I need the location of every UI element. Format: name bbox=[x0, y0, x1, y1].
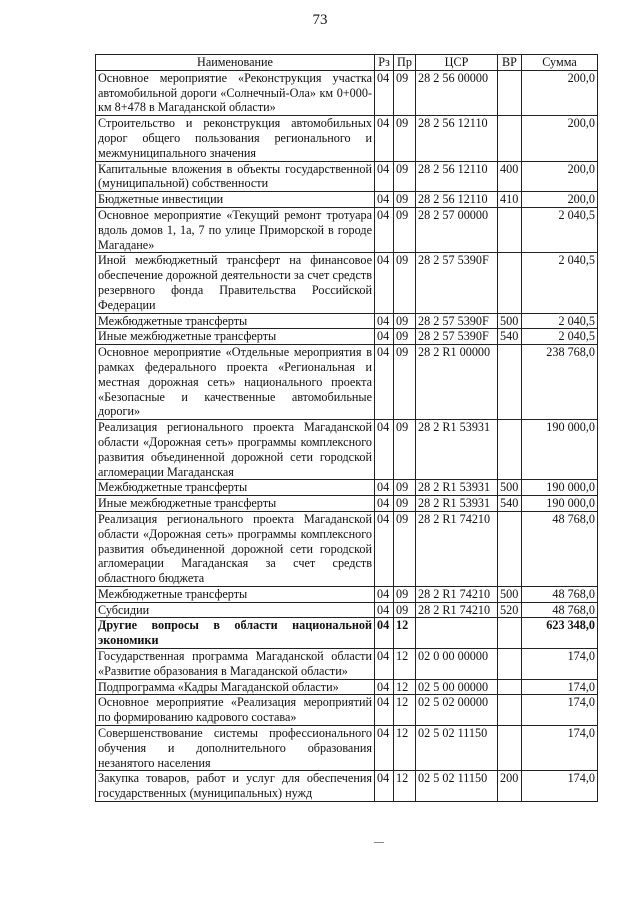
cell-name: Иные межбюджетные трансферты bbox=[96, 329, 375, 345]
cell-pr: 12 bbox=[394, 695, 416, 726]
table-row bbox=[96, 771, 598, 802]
cell-vr bbox=[498, 649, 522, 680]
cell-pr: 09 bbox=[394, 116, 416, 161]
cell-vr bbox=[498, 618, 522, 649]
cell-pr: 12 bbox=[394, 649, 416, 680]
cell-sum: 200,0 bbox=[522, 161, 598, 192]
cell-rz: 04 bbox=[375, 345, 394, 420]
cell-name: Субсидии bbox=[96, 602, 375, 618]
cell-rz: 04 bbox=[375, 586, 394, 602]
table-row bbox=[96, 496, 598, 512]
cell-csr: 02 5 02 00000 bbox=[416, 695, 498, 726]
cell-rz: 04 bbox=[375, 253, 394, 313]
cell-vr: 500 bbox=[498, 480, 522, 496]
cell-rz: 04 bbox=[375, 116, 394, 161]
table-header-row bbox=[96, 55, 598, 71]
cell-vr bbox=[498, 207, 522, 252]
cell-sum: 2 040,5 bbox=[522, 207, 598, 252]
table-row bbox=[96, 192, 598, 208]
cell-csr bbox=[416, 618, 498, 649]
cell-sum: 2 040,5 bbox=[522, 313, 598, 329]
cell-vr bbox=[498, 116, 522, 161]
cell-vr: 410 bbox=[498, 192, 522, 208]
cell-pr: 12 bbox=[394, 618, 416, 649]
cell-sum: 174,0 bbox=[522, 695, 598, 726]
cell-sum: 238 768,0 bbox=[522, 345, 598, 420]
cell-sum: 48 768,0 bbox=[522, 511, 598, 586]
table-row bbox=[96, 116, 598, 161]
cell-sum: 2 040,5 bbox=[522, 329, 598, 345]
cell-name: Совершенствование системы профессионального обучения и дополнительного образования незанятого населения bbox=[96, 726, 375, 771]
table-row bbox=[96, 679, 598, 695]
cell-vr bbox=[498, 679, 522, 695]
cell-vr bbox=[498, 511, 522, 586]
cell-rz: 04 bbox=[375, 70, 394, 115]
cell-vr: 200 bbox=[498, 771, 522, 802]
cell-name: Основное мероприятие «Реконструкция участка автомобильной дороги «Солнечный-Ола» км 0+000-км 8+478 в Магаданской области» bbox=[96, 70, 375, 115]
cell-rz: 04 bbox=[375, 771, 394, 802]
cell-rz: 04 bbox=[375, 695, 394, 726]
table-row bbox=[96, 329, 598, 345]
table-row bbox=[96, 480, 598, 496]
cell-rz: 04 bbox=[375, 726, 394, 771]
cell-csr: 28 2 R1 74210 bbox=[416, 511, 498, 586]
column-header-csr: ЦСР bbox=[416, 55, 498, 71]
cell-rz: 04 bbox=[375, 649, 394, 680]
column-header-name: Наименование bbox=[96, 55, 375, 71]
cell-sum: 190 000,0 bbox=[522, 420, 598, 480]
cell-vr: 520 bbox=[498, 602, 522, 618]
table-body bbox=[96, 70, 598, 801]
cell-vr: 500 bbox=[498, 586, 522, 602]
table-row bbox=[96, 207, 598, 252]
cell-vr bbox=[498, 726, 522, 771]
table-row bbox=[96, 649, 598, 680]
cell-name: Строительство и реконструкция автомобильных дорог общего пользования регионального и межмуниципального значения bbox=[96, 116, 375, 161]
cell-pr: 09 bbox=[394, 192, 416, 208]
column-header-vr: ВР bbox=[498, 55, 522, 71]
cell-csr: 28 2 56 00000 bbox=[416, 70, 498, 115]
cell-csr: 28 2 57 00000 bbox=[416, 207, 498, 252]
cell-csr: 28 2 R1 53931 bbox=[416, 496, 498, 512]
budget-table bbox=[95, 54, 598, 802]
cell-pr: 12 bbox=[394, 679, 416, 695]
cell-csr: 28 2 56 12110 bbox=[416, 116, 498, 161]
table-row bbox=[96, 253, 598, 313]
cell-name: Государственная программа Магаданской области «Развитие образования в Магаданской области» bbox=[96, 649, 375, 680]
cell-sum: 200,0 bbox=[522, 116, 598, 161]
cell-vr: 400 bbox=[498, 161, 522, 192]
cell-sum: 174,0 bbox=[522, 679, 598, 695]
table-row bbox=[96, 161, 598, 192]
cell-rz: 04 bbox=[375, 511, 394, 586]
cell-sum: 2 040,5 bbox=[522, 253, 598, 313]
cell-rz: 04 bbox=[375, 161, 394, 192]
cell-name: Иной межбюджетный трансферт на финансовое обеспечение дорожной деятельности за счет средств резервного фонда Правительства Российской Федерации bbox=[96, 253, 375, 313]
cell-csr: 28 2 57 5390F bbox=[416, 313, 498, 329]
cell-rz: 04 bbox=[375, 207, 394, 252]
cell-name: Реализация регионального проекта Магаданской области «Дорожная сеть» программы комплексного развития объединенной дорожной сети городской агломерации Магаданская bbox=[96, 420, 375, 480]
cell-csr: 28 2 R1 00000 bbox=[416, 345, 498, 420]
table-row bbox=[96, 511, 598, 586]
cell-rz: 04 bbox=[375, 420, 394, 480]
cell-pr: 09 bbox=[394, 313, 416, 329]
cell-csr: 02 5 02 11150 bbox=[416, 771, 498, 802]
cell-name: Основное мероприятие «Текущий ремонт тротуара вдоль домов 1, 1а, 7 по улице Приморской в городе Магадане» bbox=[96, 207, 375, 252]
cell-vr: 540 bbox=[498, 329, 522, 345]
table-row bbox=[96, 313, 598, 329]
cell-pr: 09 bbox=[394, 253, 416, 313]
table-row bbox=[96, 695, 598, 726]
cell-sum: 174,0 bbox=[522, 771, 598, 802]
cell-vr bbox=[498, 253, 522, 313]
cell-rz: 04 bbox=[375, 602, 394, 618]
cell-pr: 09 bbox=[394, 480, 416, 496]
cell-name: Основное мероприятие «Отдельные мероприятия в рамках федерального проекта «Региональная и местная дорожная сеть» национального проекта «Безопасные и качественные автомобильные дороги» bbox=[96, 345, 375, 420]
cell-vr: 500 bbox=[498, 313, 522, 329]
column-header-pr: Пр bbox=[394, 55, 416, 71]
cell-sum: 48 768,0 bbox=[522, 602, 598, 618]
cell-sum: 200,0 bbox=[522, 192, 598, 208]
cell-csr: 02 0 00 00000 bbox=[416, 649, 498, 680]
cell-rz: 04 bbox=[375, 496, 394, 512]
cell-pr: 09 bbox=[394, 207, 416, 252]
cell-csr: 02 5 00 00000 bbox=[416, 679, 498, 695]
cell-csr: 28 2 R1 53931 bbox=[416, 420, 498, 480]
table-row bbox=[96, 70, 598, 115]
cell-pr: 09 bbox=[394, 496, 416, 512]
cell-sum: 623 348,0 bbox=[522, 618, 598, 649]
cell-pr: 12 bbox=[394, 726, 416, 771]
cell-pr: 09 bbox=[394, 70, 416, 115]
cell-name: Реализация регионального проекта Магаданской области «Дорожная сеть» программы комплексного развития объединенной дорожной сети городской агломерации Магаданская за счет средств областного бюджета bbox=[96, 511, 375, 586]
table-row bbox=[96, 726, 598, 771]
cell-sum: 190 000,0 bbox=[522, 496, 598, 512]
cell-sum: 174,0 bbox=[522, 726, 598, 771]
cell-sum: 48 768,0 bbox=[522, 586, 598, 602]
table-row bbox=[96, 602, 598, 618]
cell-rz: 04 bbox=[375, 313, 394, 329]
cell-vr: 540 bbox=[498, 496, 522, 512]
cell-csr: 28 2 R1 53931 bbox=[416, 480, 498, 496]
cell-csr: 28 2 56 12110 bbox=[416, 192, 498, 208]
cell-rz: 04 bbox=[375, 480, 394, 496]
cell-pr: 09 bbox=[394, 329, 416, 345]
cell-csr: 02 5 02 11150 bbox=[416, 726, 498, 771]
cell-name: Закупка товаров, работ и услуг для обеспечения государственных (муниципальных) нужд bbox=[96, 771, 375, 802]
cell-name: Иные межбюджетные трансферты bbox=[96, 496, 375, 512]
cell-name: Межбюджетные трансферты bbox=[96, 313, 375, 329]
cell-name: Другие вопросы в области национальной экономики bbox=[96, 618, 375, 649]
cell-csr: 28 2 R1 74210 bbox=[416, 602, 498, 618]
cell-pr: 09 bbox=[394, 161, 416, 192]
cell-pr: 09 bbox=[394, 511, 416, 586]
cell-pr: 09 bbox=[394, 602, 416, 618]
page-number: 73 bbox=[312, 12, 328, 28]
cell-csr: 28 2 56 12110 bbox=[416, 161, 498, 192]
cell-vr bbox=[498, 345, 522, 420]
table-row bbox=[96, 586, 598, 602]
cell-rz: 04 bbox=[375, 192, 394, 208]
cell-rz: 04 bbox=[375, 329, 394, 345]
cell-vr bbox=[498, 70, 522, 115]
cell-pr: 12 bbox=[394, 771, 416, 802]
cell-vr bbox=[498, 420, 522, 480]
table-row bbox=[96, 420, 598, 480]
column-header-rz: Рз bbox=[375, 55, 394, 71]
table-row bbox=[96, 618, 598, 649]
cell-rz: 04 bbox=[375, 618, 394, 649]
column-header-sum: Сумма bbox=[522, 55, 598, 71]
cell-csr: 28 2 57 5390F bbox=[416, 253, 498, 313]
cell-csr: 28 2 57 5390F bbox=[416, 329, 498, 345]
cell-sum: 200,0 bbox=[522, 70, 598, 115]
cell-csr: 28 2 R1 74210 bbox=[416, 586, 498, 602]
cell-name: Основное мероприятие «Реализация мероприятий по формированию кадрового состава» bbox=[96, 695, 375, 726]
cell-rz: 04 bbox=[375, 679, 394, 695]
cell-name: Подпрограмма «Кадры Магаданской области» bbox=[96, 679, 375, 695]
cell-pr: 09 bbox=[394, 420, 416, 480]
cell-pr: 09 bbox=[394, 345, 416, 420]
cell-vr bbox=[498, 695, 522, 726]
footer-mark bbox=[374, 842, 384, 843]
cell-name: Бюджетные инвестиции bbox=[96, 192, 375, 208]
cell-sum: 190 000,0 bbox=[522, 480, 598, 496]
cell-pr: 09 bbox=[394, 586, 416, 602]
cell-name: Межбюджетные трансферты bbox=[96, 480, 375, 496]
cell-name: Межбюджетные трансферты bbox=[96, 586, 375, 602]
table-row bbox=[96, 345, 598, 420]
cell-name: Капитальные вложения в объекты государственной (муниципальной) собственности bbox=[96, 161, 375, 192]
cell-sum: 174,0 bbox=[522, 649, 598, 680]
